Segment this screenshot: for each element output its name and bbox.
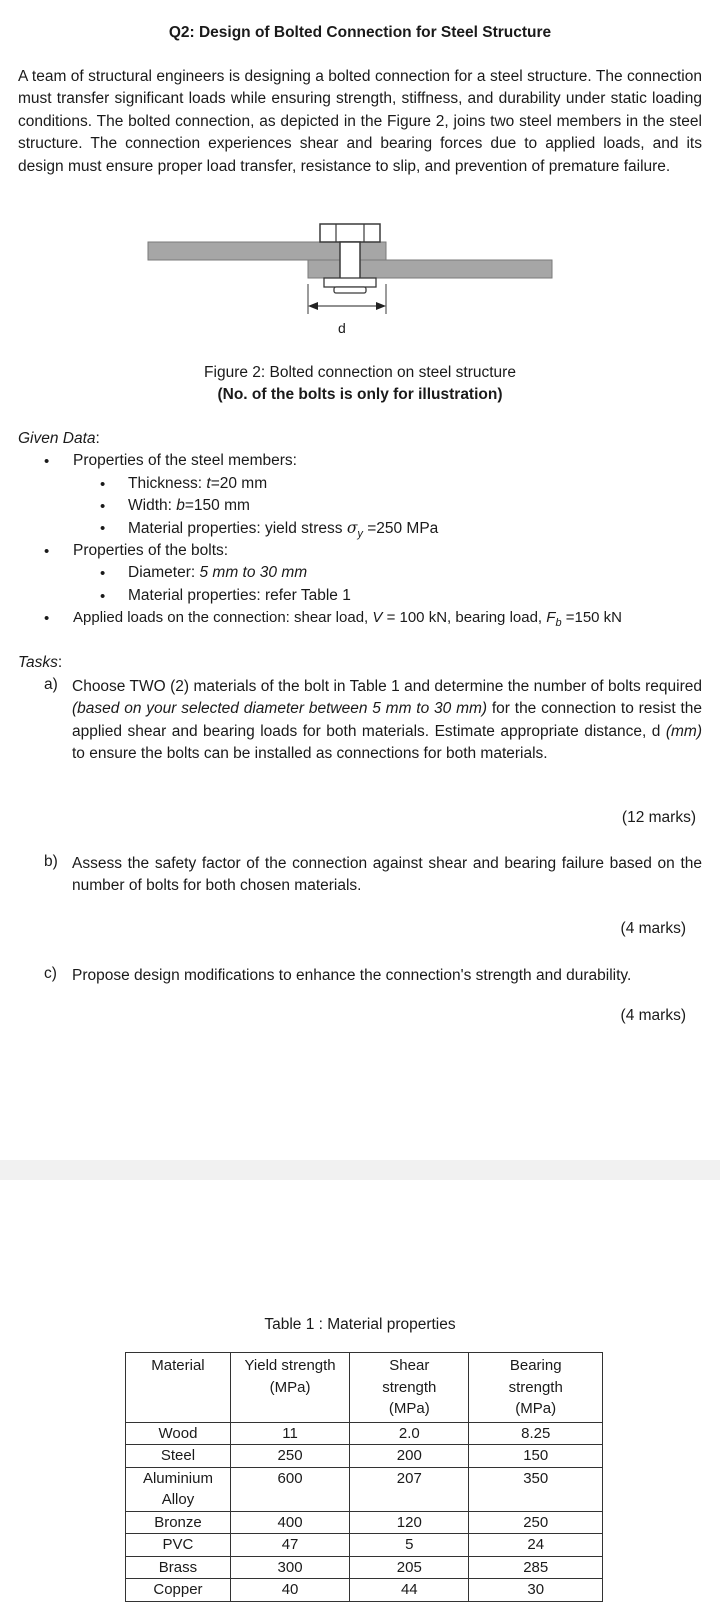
task-b-text: Assess the safety factor of the connection against shear and bearing failure based on the number of bolts for both chosen materials.: [72, 855, 702, 895]
table-row: [126, 1511, 603, 1534]
cell-yield: 40: [230, 1579, 349, 1602]
task-a-label: a): [44, 676, 58, 693]
bolt-head: [320, 224, 380, 242]
width-item: Width: b=150 mm: [128, 497, 250, 514]
cell-shear: 200: [350, 1445, 469, 1468]
cell-shear: 207: [350, 1467, 469, 1511]
question-title: Q2: Design of Bolted Connection for Steel Structure: [168, 24, 552, 41]
cell-yield: 250: [230, 1445, 349, 1468]
bullet-icon: •: [44, 610, 50, 627]
cell-yield: 47: [230, 1534, 349, 1557]
header-bearing: Bearing strength (MPa): [469, 1353, 603, 1423]
bolts-label: Properties of the bolts:: [73, 542, 229, 559]
figure-caption: Figure 2: Bolted connection on steel structure: [204, 364, 516, 381]
cell-bearing: 285: [469, 1556, 603, 1579]
dimension-label: d: [338, 320, 346, 336]
given-heading: Given Data:: [18, 430, 100, 447]
question-intro: A team of structural engineers is designing a bolted connection for a steel structure. The connection must transfer significant loads while ensuring strength, stiffness, and durability under static loading conditions. The bolted connection, as depicted in the Figure 2, joins two steel members in the steel structure. The connection experiences shear and bearing forces due to applied loads, and its design must ensure proper load transfer, resistance to slip, and prevention of premature failure.: [18, 68, 702, 175]
cell-yield: 600: [230, 1467, 349, 1511]
cell-shear: 44: [350, 1579, 469, 1602]
cell-yield: 11: [230, 1422, 349, 1445]
cell-yield: 400: [230, 1511, 349, 1534]
tasks-heading: Tasks:: [18, 654, 63, 671]
loads-item: Applied loads on the connection: shear load, V = 100 kN, bearing load, $F_b =150$ kN: [73, 609, 623, 629]
members-label: Properties of the steel members:: [73, 452, 297, 469]
header-yield: Yield strength (MPa): [230, 1353, 349, 1423]
bullet-icon: •: [100, 565, 106, 582]
figure-note: (No. of the bolts is only for illustration): [217, 386, 503, 403]
task-c-marks: (4 marks): [620, 1007, 686, 1024]
task-a-text: Choose TWO (2) materials of the bolt in Table 1 and determine the number of bolts required (based on your selected diameter between 5 mm to 30 mm) for the connection to resist the applied shear and bearing loads for both materials. Estimate appropriate distance, d (mm) to ensure the bolts can be installed as connections for both materials.: [72, 678, 702, 763]
task-c-text: Propose design modifications to enhance the connection's strength and durability.: [72, 967, 632, 984]
table-caption: Table 1 : Material properties: [264, 1316, 456, 1333]
bolt-material-item: Material properties: refer Table 1: [128, 587, 351, 604]
task-b-marks: (4 marks): [620, 920, 686, 937]
task-b-label: b): [44, 853, 58, 870]
cell-material: PVC: [126, 1534, 231, 1557]
page-separator: [0, 1160, 720, 1180]
diameter-item: Diameter: 5 mm to 30 mm: [128, 564, 308, 581]
cell-bearing: 350: [469, 1467, 603, 1511]
bullet-icon: •: [100, 588, 106, 605]
cell-bearing: 30: [469, 1579, 603, 1602]
table-row: [126, 1579, 603, 1602]
bullet-icon: •: [44, 543, 50, 560]
cell-bearing: 150: [469, 1445, 603, 1468]
cell-material: Brass: [126, 1556, 231, 1579]
material-item: Material properties: yield stress $\sigma_y =250$ MPa: [128, 519, 439, 541]
cell-shear: 5: [350, 1534, 469, 1557]
table-row: [126, 1467, 603, 1511]
cell-bearing: 8.25: [469, 1422, 603, 1445]
table-row: [126, 1534, 603, 1557]
thickness-item: Thickness: t=20 mm: [128, 475, 268, 492]
bullet-icon: •: [100, 520, 106, 537]
task-c-label: c): [44, 965, 57, 982]
bolted-connection-figure: [140, 220, 560, 350]
bullet-icon: •: [100, 498, 106, 515]
cell-material: Copper: [126, 1579, 231, 1602]
cell-material: Bronze: [126, 1511, 231, 1534]
cell-shear: 205: [350, 1556, 469, 1579]
bullet-icon: •: [44, 453, 50, 470]
header-shear: Shear strength (MPa): [350, 1353, 469, 1423]
header-material: Material: [126, 1353, 231, 1423]
bolt-washer: [324, 278, 376, 287]
cell-yield: 300: [230, 1556, 349, 1579]
table-row: [126, 1445, 603, 1468]
bullet-icon: •: [100, 476, 106, 493]
cell-shear: 120: [350, 1511, 469, 1534]
task-a-marks: (12 marks): [621, 809, 696, 826]
cell-material: Steel: [126, 1445, 231, 1468]
bolt-nut: [334, 287, 366, 293]
table-row: [126, 1556, 603, 1579]
table-header-row: [126, 1353, 603, 1423]
cell-material: Aluminium Alloy: [126, 1467, 231, 1511]
cell-bearing: 24: [469, 1534, 603, 1557]
bolt-shank: [340, 242, 360, 282]
cell-bearing: 250: [469, 1511, 603, 1534]
cell-shear: 2.0: [350, 1422, 469, 1445]
material-properties-table: [125, 1352, 603, 1602]
table-row: [126, 1422, 603, 1445]
cell-material: Wood: [126, 1422, 231, 1445]
